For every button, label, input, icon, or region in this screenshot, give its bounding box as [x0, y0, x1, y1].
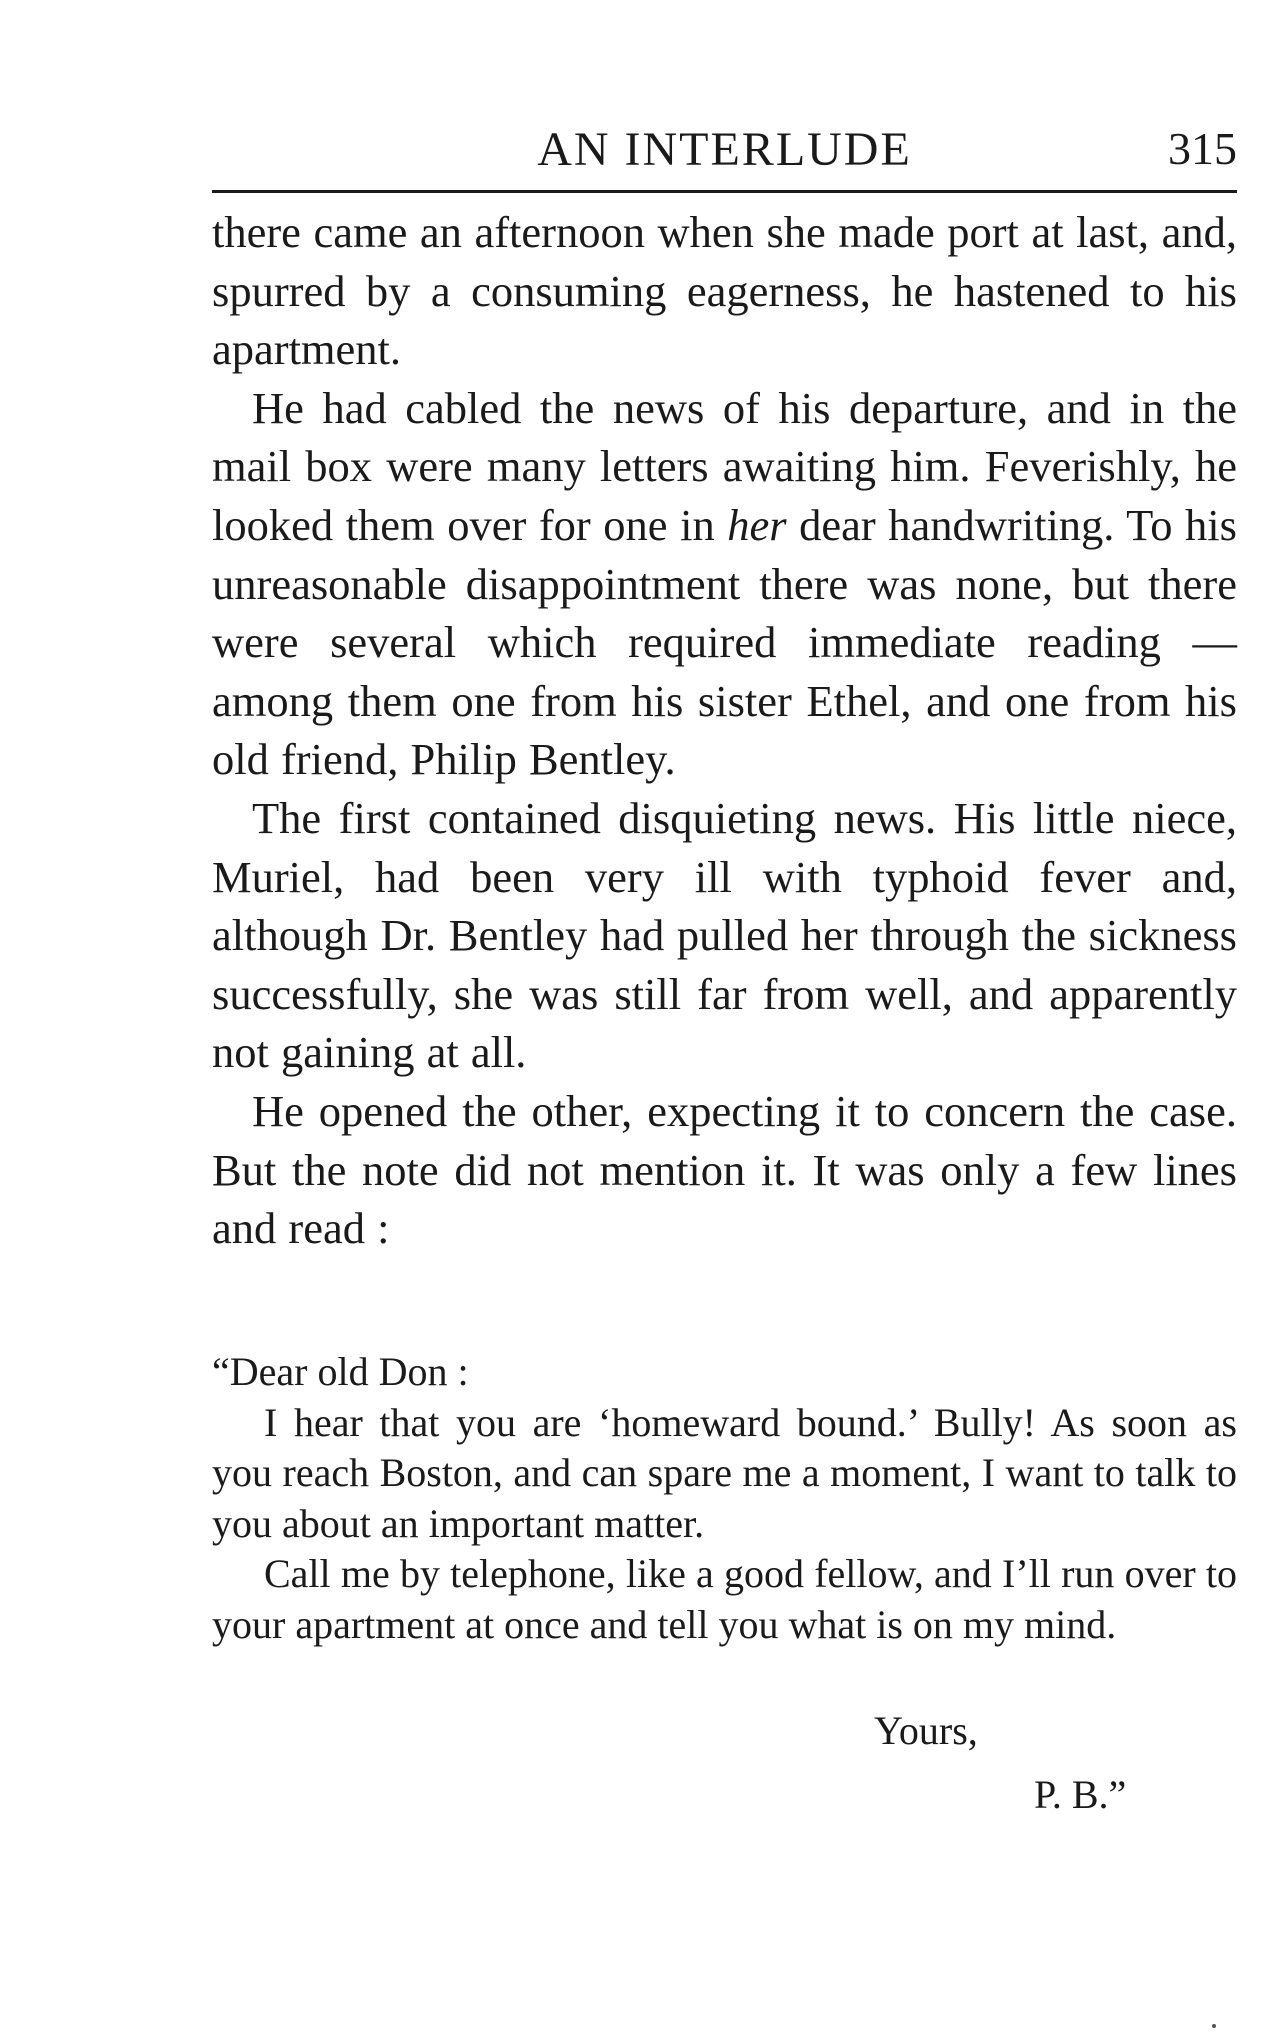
page-header: [212, 118, 1237, 193]
paragraph-4: He opened the other, expecting it to concern the case. But the note did not mention it. It was only a few lines and read :: [212, 1085, 1237, 1254]
paragraph-3: The first contained disquieting news. His little niece, Muriel, had been very ill with typhoid fever and, although Dr. Bentley had pulled her through the sickness successfully, she was still far from well, and apparently not gaining at all.: [212, 792, 1237, 1078]
page-number: 315: [1168, 123, 1237, 174]
letter-closing: Yours,: [874, 1708, 978, 1753]
letter-paragraph-1: I hear that you are ‘homeward bound.’ Bully! As soon as you reach Boston, and can spare me a moment, I want to talk to you about an important matter.: [212, 1399, 1237, 1546]
paragraph-2: [212, 379, 1237, 789]
running-head: AN INTERLUDE: [537, 123, 912, 176]
quoted-letter: [212, 1347, 1237, 1650]
letter-paragraph-2: Call me by telephone, like a good fellow, and I’ll run over to your apartment at once and tell you what is on my mind.: [212, 1551, 1237, 1647]
print-speck: [1212, 2024, 1216, 2028]
paragraph-2-text-a: He had cabled the news of his departure, and in the mail box were many letters awaiting him. Feverishly, he looked them over for one in: [212, 382, 1237, 550]
letter-salutation: “Dear old Don :: [212, 1349, 469, 1394]
letter-signature: P. B.”: [1034, 1772, 1127, 1817]
emphasis-her: her: [727, 499, 787, 550]
paragraph-2-text-b: dear handwriting. To his unreasonable disappointment there was none, but there were several which required immediate reading — among them one from his sister Ethel, and one from his old friend, Philip Bentley.: [212, 499, 1237, 785]
body-text: [212, 203, 1237, 1258]
paragraph-1: there came an afternoon when she made port at last, and, spurred by a consuming eagerness, he hastened to his apartment.: [212, 207, 1237, 375]
